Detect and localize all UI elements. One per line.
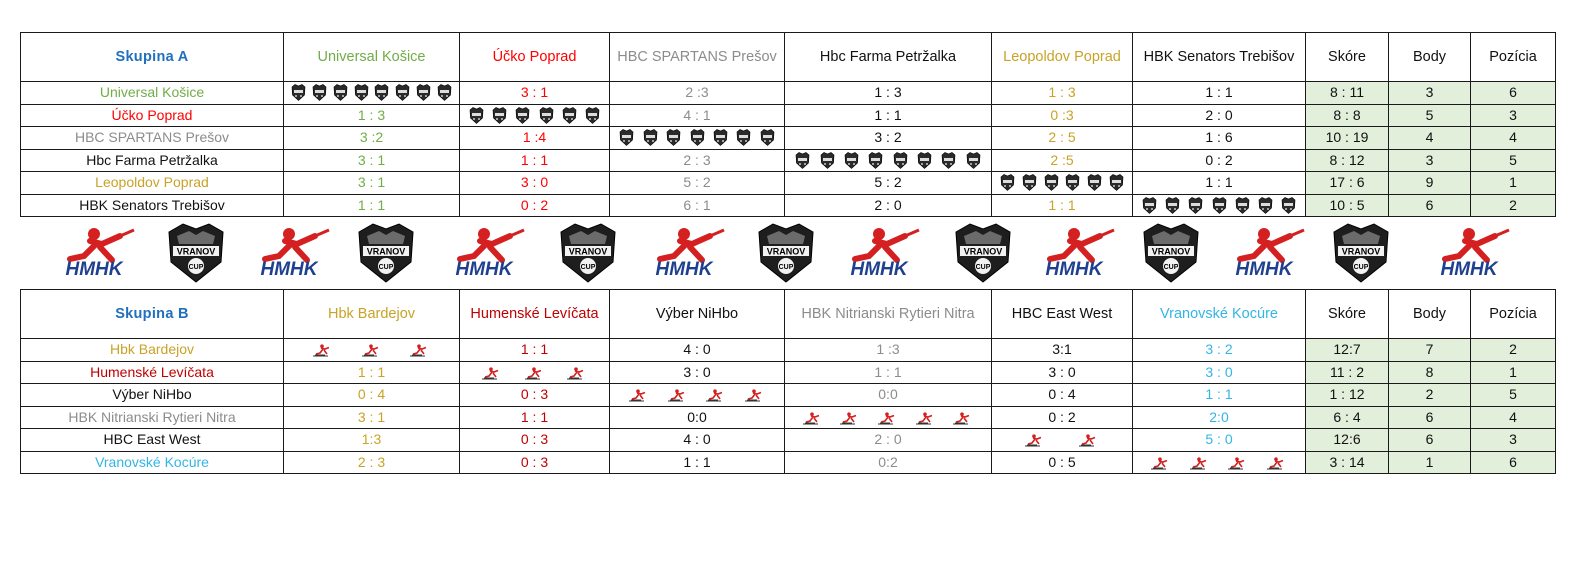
match-result: 2 : 3 — [284, 451, 460, 474]
position-cell: 6 — [1471, 82, 1556, 105]
match-result: 1 :4 — [460, 127, 610, 150]
match-result: 1 : 1 — [284, 194, 460, 217]
position-cell: 3 — [1471, 429, 1556, 452]
match-result: 3 : 2 — [1133, 339, 1306, 362]
match-result: 1 : 6 — [1133, 127, 1306, 150]
match-result: 2 : 0 — [785, 194, 992, 217]
hmhk-player-icon — [839, 411, 861, 424]
match-result: 5 : 2 — [610, 172, 785, 195]
vranovcup-shield-icon — [354, 84, 369, 101]
points-cell: 7 — [1389, 339, 1471, 362]
column-header-stat: Skóre — [1306, 33, 1389, 82]
vranov-cup-text-top: VRANOV — [1341, 246, 1381, 257]
vranovcup-shield-icon — [736, 129, 751, 146]
hmhk-player-icon — [1024, 433, 1046, 446]
hmhk-player-icon — [628, 388, 650, 401]
match-result: 1 :3 — [785, 339, 992, 362]
vranovcup-shield-icon — [1142, 197, 1157, 214]
column-header-stat: Skóre — [1306, 290, 1389, 339]
vranov-cup-logo — [950, 222, 1016, 284]
hmhk-logo-text: HMHK — [455, 259, 513, 280]
group-b-table — [20, 289, 1556, 474]
hmhk-logo — [1220, 222, 1310, 280]
table-row — [21, 361, 1556, 384]
vranovcup-shield-icon — [917, 152, 932, 169]
vranov-cup-logo — [1138, 222, 1204, 284]
table-row — [21, 339, 1556, 362]
hmhk-logo-text: HMHK — [655, 259, 713, 280]
hmhk-player-icon — [481, 366, 503, 379]
column-header-stat: Body — [1389, 290, 1471, 339]
group-title: Skupina B — [21, 290, 284, 339]
column-header-team: Vranovské Kocúre — [1133, 290, 1306, 339]
points-cell: 4 — [1389, 127, 1471, 150]
match-result: 1 : 3 — [284, 104, 460, 127]
vranovcup-shield-icon — [795, 152, 810, 169]
column-header-team: HBK Nitrianski Rytieri Nitra — [785, 290, 992, 339]
hmhk-player-icon — [1078, 433, 1100, 446]
hmhk-player-icon — [667, 388, 689, 401]
match-result: 4 : 0 — [610, 339, 785, 362]
hmhk-player-icon — [566, 366, 588, 379]
score-cell: 10 : 19 — [1306, 127, 1389, 150]
vranov-cup-logo — [753, 222, 819, 284]
points-cell: 3 — [1389, 82, 1471, 105]
vranovcup-shield-icon — [1258, 197, 1273, 214]
hmhk-player-icon — [312, 343, 334, 356]
vranovcup-shield-icon — [291, 84, 306, 101]
hmhk-player-icon — [524, 366, 546, 379]
table-row — [21, 451, 1556, 474]
match-result: 4 : 0 — [610, 429, 785, 452]
match-result: 0:2 — [785, 451, 992, 474]
vranov-cup-logo — [163, 222, 229, 284]
row-team-name: Hbc Farma Petržalka — [21, 149, 284, 172]
position-cell: 6 — [1471, 451, 1556, 474]
vranov-cup-text-top: VRANOV — [963, 246, 1003, 257]
match-result: 1 : 3 — [992, 82, 1133, 105]
hmhk-player-icon — [802, 411, 824, 424]
hmhk-logo-text: HMHK — [65, 259, 123, 280]
match-result: 0 :3 — [992, 104, 1133, 127]
match-result: 1 : 1 — [992, 194, 1133, 217]
match-result: 2 :3 — [610, 82, 785, 105]
score-cell: 1 : 12 — [1306, 384, 1389, 407]
position-cell: 5 — [1471, 384, 1556, 407]
match-result: 2:0 — [1133, 406, 1306, 429]
position-cell: 1 — [1471, 361, 1556, 384]
vranovcup-shield-icon — [941, 152, 956, 169]
vranov-cup-text-bottom: CUP — [1163, 264, 1179, 271]
vranovcup-shield-icon — [1235, 197, 1250, 214]
match-result: 5 : 0 — [1133, 429, 1306, 452]
match-result: 2 :5 — [992, 149, 1133, 172]
hmhk-player-icon — [361, 343, 383, 356]
vranovcup-shield-icon — [469, 107, 484, 124]
match-result: 2 : 3 — [610, 149, 785, 172]
match-result: 1 : 1 — [460, 339, 610, 362]
hmhk-logo — [1425, 222, 1515, 280]
vranovcup-shield-icon — [820, 152, 835, 169]
row-team-name: HBC SPARTANS Prešov — [21, 127, 284, 150]
position-cell: 2 — [1471, 339, 1556, 362]
hmhk-logo — [835, 222, 925, 280]
match-result: 3 : 1 — [284, 406, 460, 429]
diagonal-logo-cell — [610, 384, 785, 407]
score-cell: 12:7 — [1306, 339, 1389, 362]
match-result: 4 : 1 — [610, 104, 785, 127]
vranovcup-shield-icon — [1087, 174, 1102, 191]
table-row — [21, 127, 1556, 150]
match-result: 2 : 0 — [785, 429, 992, 452]
vranovcup-shield-icon — [844, 152, 859, 169]
column-header-team: Účko Poprad — [460, 33, 610, 82]
points-cell: 6 — [1389, 406, 1471, 429]
table-row — [21, 384, 1556, 407]
vranov-cup-logo — [353, 222, 419, 284]
hmhk-player-icon — [1150, 456, 1172, 469]
points-cell: 9 — [1389, 172, 1471, 195]
column-header-stat: Body — [1389, 33, 1471, 82]
vranovcup-shield-icon — [619, 129, 634, 146]
hmhk-player-icon — [877, 411, 899, 424]
position-cell: 3 — [1471, 104, 1556, 127]
row-team-name: Universal Košice — [21, 82, 284, 105]
vranovcup-shield-icon — [893, 152, 908, 169]
column-header-team: HBC SPARTANS Prešov — [610, 33, 785, 82]
column-header-team: HBK Senators Trebišov — [1133, 33, 1306, 82]
match-result: 3 : 1 — [284, 149, 460, 172]
match-result: 3 : 0 — [610, 361, 785, 384]
points-cell: 3 — [1389, 149, 1471, 172]
hmhk-logo-text: HMHK — [1235, 259, 1293, 280]
column-header-team: Humenské Levíčata — [460, 290, 610, 339]
score-cell: 8 : 12 — [1306, 149, 1389, 172]
score-cell: 3 : 14 — [1306, 451, 1389, 474]
vranovcup-shield-icon — [312, 84, 327, 101]
column-header-team: Leopoldov Poprad — [992, 33, 1133, 82]
match-result: 3 : 1 — [460, 82, 610, 105]
points-cell: 1 — [1389, 451, 1471, 474]
row-team-name: HBK Nitrianski Rytieri Nitra — [21, 406, 284, 429]
vranovcup-shield-icon — [1065, 174, 1080, 191]
group-a-table — [20, 32, 1556, 217]
vranov-cup-text-bottom: CUP — [975, 264, 991, 271]
vranovcup-shield-icon — [666, 129, 681, 146]
diagonal-logo-cell — [284, 339, 460, 362]
points-cell: 5 — [1389, 104, 1471, 127]
row-team-name: Leopoldov Poprad — [21, 172, 284, 195]
points-cell: 6 — [1389, 429, 1471, 452]
match-result: 0 : 2 — [1133, 149, 1306, 172]
column-header-team: Hbc Farma Petržalka — [785, 33, 992, 82]
vranovcup-shield-icon — [760, 129, 775, 146]
match-result: 1 : 1 — [1133, 384, 1306, 407]
header-row — [21, 290, 1556, 339]
match-result: 1 : 1 — [610, 451, 785, 474]
hmhk-player-icon — [705, 388, 727, 401]
diagonal-logo-cell — [785, 149, 992, 172]
diagonal-logo-cell — [1133, 451, 1306, 474]
hmhk-player-icon — [744, 388, 766, 401]
score-cell: 8 : 8 — [1306, 104, 1389, 127]
match-result: 0 : 3 — [460, 429, 610, 452]
position-cell: 4 — [1471, 127, 1556, 150]
column-header-team: Hbk Bardejov — [284, 290, 460, 339]
score-cell: 17 : 6 — [1306, 172, 1389, 195]
match-result: 3 : 0 — [460, 172, 610, 195]
row-team-name: HBC East West — [21, 429, 284, 452]
row-team-name: Účko Poprad — [21, 104, 284, 127]
hmhk-logo-text: HMHK — [1440, 259, 1498, 280]
column-header-stat: Pozícia — [1471, 290, 1556, 339]
row-team-name: Hbk Bardejov — [21, 339, 284, 362]
vranov-cup-text-bottom: CUP — [378, 264, 394, 271]
hmhk-logo-text: HMHK — [260, 259, 318, 280]
diagonal-logo-cell — [992, 172, 1133, 195]
match-result: 1 : 1 — [785, 104, 992, 127]
header-row — [21, 33, 1556, 82]
points-cell: 6 — [1389, 194, 1471, 217]
table-row — [21, 149, 1556, 172]
match-result: 1 : 1 — [460, 406, 610, 429]
match-result: 3 : 1 — [284, 172, 460, 195]
match-result: 5 : 2 — [785, 172, 992, 195]
hmhk-logo — [50, 222, 140, 280]
row-team-name: Vranovské Kocúre — [21, 451, 284, 474]
match-result: 0 : 3 — [460, 451, 610, 474]
diagonal-logo-cell — [1133, 194, 1306, 217]
vranovcup-shield-icon — [1044, 174, 1059, 191]
score-cell: 6 : 4 — [1306, 406, 1389, 429]
match-result: 2 : 0 — [1133, 104, 1306, 127]
match-result: 3 : 0 — [992, 361, 1133, 384]
vranovcup-shield-icon — [1022, 174, 1037, 191]
score-cell: 8 : 11 — [1306, 82, 1389, 105]
column-header-team: HBC East West — [992, 290, 1133, 339]
hmhk-player-icon — [1227, 456, 1249, 469]
vranovcup-shield-icon — [1109, 174, 1124, 191]
match-result: 1 : 1 — [1133, 82, 1306, 105]
vranov-cup-text-bottom: CUP — [188, 264, 204, 271]
group-title: Skupina A — [21, 33, 284, 82]
match-result: 0 : 2 — [992, 406, 1133, 429]
vranovcup-shield-icon — [1165, 197, 1180, 214]
vranovcup-shield-icon — [1000, 174, 1015, 191]
vranov-cup-logo — [1328, 222, 1394, 284]
vranovcup-shield-icon — [333, 84, 348, 101]
match-result: 1 : 1 — [284, 361, 460, 384]
position-cell: 4 — [1471, 406, 1556, 429]
position-cell: 5 — [1471, 149, 1556, 172]
vranovcup-shield-icon — [1212, 197, 1227, 214]
vranovcup-shield-icon — [1281, 197, 1296, 214]
table-row — [21, 406, 1556, 429]
match-result: 3 :2 — [284, 127, 460, 150]
vranov-cup-text-top: VRANOV — [1151, 246, 1191, 257]
match-result: 2 : 5 — [992, 127, 1133, 150]
match-result: 3:1 — [992, 339, 1133, 362]
table-row — [21, 82, 1556, 105]
match-result: 0 : 4 — [284, 384, 460, 407]
vranovcup-shield-icon — [515, 107, 530, 124]
hmhk-logo — [245, 222, 335, 280]
vranovcup-shield-icon — [395, 84, 410, 101]
position-cell: 1 — [1471, 172, 1556, 195]
points-cell: 2 — [1389, 384, 1471, 407]
vranovcup-shield-icon — [374, 84, 389, 101]
hmhk-logo — [1030, 222, 1120, 280]
column-header-team: Universal Košice — [284, 33, 460, 82]
row-team-name: HBK Senators Trebišov — [21, 194, 284, 217]
vranovcup-shield-icon — [966, 152, 981, 169]
match-result: 1 : 3 — [785, 82, 992, 105]
match-result: 1 : 1 — [1133, 172, 1306, 195]
score-cell: 11 : 2 — [1306, 361, 1389, 384]
column-header-team: Výber NiHbo — [610, 290, 785, 339]
hmhk-player-icon — [915, 411, 937, 424]
hmhk-player-icon — [1266, 456, 1288, 469]
diagonal-logo-cell — [785, 406, 992, 429]
hmhk-player-icon — [409, 343, 431, 356]
match-result: 0:0 — [785, 384, 992, 407]
vranov-cup-text-bottom: CUP — [580, 264, 596, 271]
hmhk-logo-text: HMHK — [1045, 259, 1103, 280]
hmhk-logo — [440, 222, 530, 280]
vranovcup-shield-icon — [690, 129, 705, 146]
vranov-cup-text-top: VRANOV — [366, 246, 406, 257]
diagonal-logo-cell — [460, 104, 610, 127]
vranovcup-shield-icon — [416, 84, 431, 101]
hmhk-logo — [640, 222, 730, 280]
diagonal-logo-cell — [610, 127, 785, 150]
column-header-stat: Pozícia — [1471, 33, 1556, 82]
vranovcup-shield-icon — [562, 107, 577, 124]
vranovcup-shield-icon — [585, 107, 600, 124]
vranov-cup-text-top: VRANOV — [568, 246, 608, 257]
table-row — [21, 104, 1556, 127]
match-result: 6 : 1 — [610, 194, 785, 217]
diagonal-logo-cell — [284, 82, 460, 105]
vranovcup-shield-icon — [539, 107, 554, 124]
match-result: 0 : 5 — [992, 451, 1133, 474]
vranovcup-shield-icon — [643, 129, 658, 146]
sponsor-logos-row — [20, 222, 1555, 286]
vranovcup-shield-icon — [437, 84, 452, 101]
vranov-cup-text-bottom: CUP — [778, 264, 794, 271]
match-result: 0 : 2 — [460, 194, 610, 217]
vranov-cup-text-bottom: CUP — [1353, 264, 1369, 271]
vranovcup-shield-icon — [713, 129, 728, 146]
hmhk-logo-text: HMHK — [850, 259, 908, 280]
score-cell: 12:6 — [1306, 429, 1389, 452]
vranovcup-shield-icon — [492, 107, 507, 124]
row-team-name: Humenské Levíčata — [21, 361, 284, 384]
table-row — [21, 429, 1556, 452]
diagonal-logo-cell — [460, 361, 610, 384]
match-result: 0 : 4 — [992, 384, 1133, 407]
table-row — [21, 194, 1556, 217]
row-team-name: Výber NiHbo — [21, 384, 284, 407]
hmhk-player-icon — [1189, 456, 1211, 469]
match-result: 3 : 0 — [1133, 361, 1306, 384]
vranov-cup-text-top: VRANOV — [176, 246, 216, 257]
match-result: 1 : 1 — [785, 361, 992, 384]
vranov-cup-logo — [555, 222, 621, 284]
vranov-cup-text-top: VRANOV — [766, 246, 806, 257]
score-cell: 10 : 5 — [1306, 194, 1389, 217]
hmhk-player-icon — [952, 411, 974, 424]
match-result: 1:3 — [284, 429, 460, 452]
position-cell: 2 — [1471, 194, 1556, 217]
match-result: 0 : 3 — [460, 384, 610, 407]
points-cell: 8 — [1389, 361, 1471, 384]
table-row — [21, 172, 1556, 195]
vranovcup-shield-icon — [868, 152, 883, 169]
match-result: 1 : 1 — [460, 149, 610, 172]
match-result: 3 : 2 — [785, 127, 992, 150]
diagonal-logo-cell — [992, 429, 1133, 452]
vranovcup-shield-icon — [1188, 197, 1203, 214]
match-result: 0:0 — [610, 406, 785, 429]
